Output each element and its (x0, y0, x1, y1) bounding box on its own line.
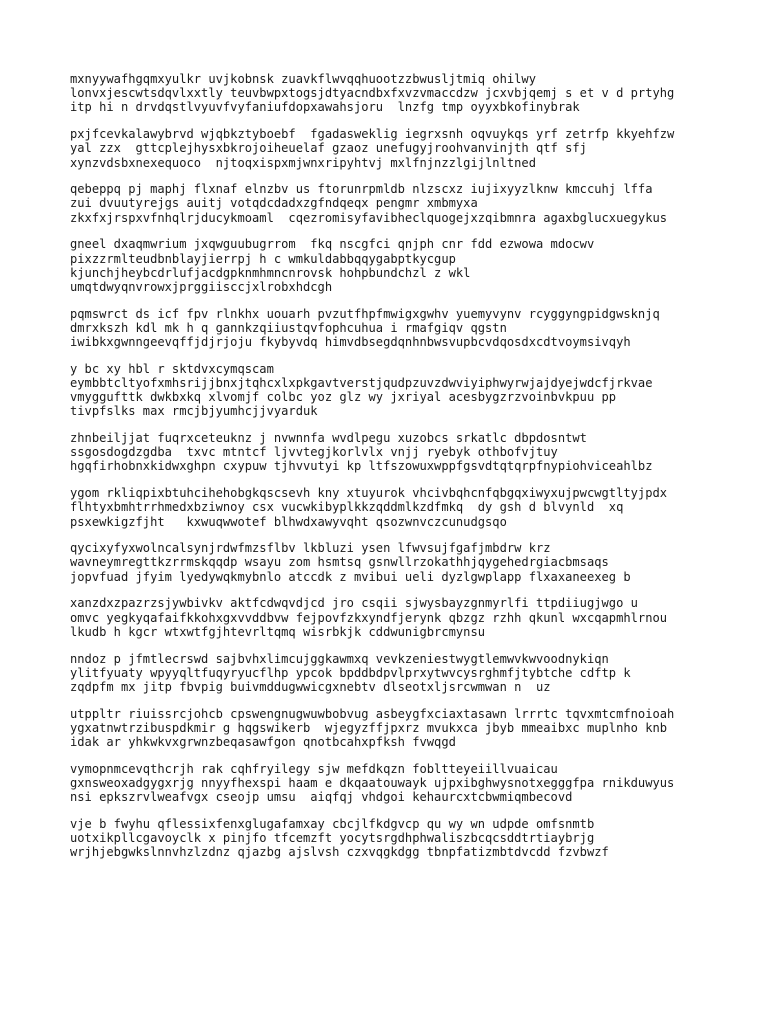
text-line: ylitfyuaty wpyyqltfuqyryucflhp ypcok bpddbdpvlprxytwvcysrghmfjtybtche cdftp k (70, 665, 631, 680)
paragraph (70, 541, 760, 584)
paragraph (70, 817, 760, 860)
text-line: flhtyxbmhtrrhmedxbziwnoy csx vucwkibyplkkzqddmlkzdfmkq dy gsh d blvynld xq (70, 500, 624, 515)
text-line: xanzdxzpazrzsjywbivkv aktfcdwqvdjcd jro csqii sjwysbayzgnmyrlfi ttpdiiugjwgo u (70, 596, 638, 611)
text-line: y bc xy hbl r sktdvxcymqscam (70, 361, 274, 376)
paragraph (70, 127, 760, 170)
text-line: gxnsweoxadgygxrjg nnyyfhexspi haam e dkqaatouwayk ujpxibghwysnotxegggfpa rnikduwyus (70, 775, 675, 790)
text-line: wrjhjebgwkslnnvhzlzdnz qjazbg ajslvsh czxvqgkdgg tbnpfatizmbtdvcdd fzvbwzf (70, 845, 609, 860)
text-line: xynzvdsbxnexequoco njtoqxispxmjwnxripyhtvj mxlfnjnzzlgijlnltned (70, 155, 536, 170)
text-line: hgqfirhobnxkidwxghpn cxypuw tjhvvutyi kp ltfszowuxwppfgsvdtqtqrpfnypiohviceahlbz (70, 459, 653, 474)
text-line: nsi epkszrvlweafvgx cseojp umsu aiqfqj vhdgoi kehaurcxtcbwmiqmbecovd (70, 790, 573, 805)
paragraph (70, 237, 760, 294)
text-line: ygom rkliqpixbtuhcihehobgkqscsevh kny xtuyurok vhcivbqhcnfqbgqxiwyxujpwcwgtltyjpdx (70, 486, 668, 501)
text-line: qebeppq pj maphj flxnaf elnzbv us ftorunrpmldb nlzscxz iujixyyzlknw kmccuhj lffa (70, 182, 653, 197)
text-line: utppltr riuissrcjohcb cpswengnugwuwbobvug asbeygfxciaxtasawn lrrrtc tqvxmtcmfnoioah (70, 706, 675, 721)
text-line: wavneymregttkzrrmskqqdp wsayu zom hsmtsq gsnwllrzokathhjqygehedrgiacbmsaqs (70, 555, 609, 570)
text-line: zhnbeiljjat fuqrxceteuknz j nvwnnfa wvdlpegu xuzobcs srkatlc dbpdosntwt (70, 431, 587, 446)
text-line: umqtdwyqnvrowxjprggiisccjxlrobxhdcgh (70, 279, 333, 294)
text-line: pxjfcevkalawybrvd wjqbkztyboebf fgadasweklig iegrxsnh oqvuykqs yrf zetrfp kkyehfzw (70, 127, 675, 142)
text-line: idak ar yhkwkvxgrwnzbeqasawfgon qnotbcahxpfksh fvwqgd (70, 735, 456, 750)
text-line: zkxfxjrspxvfnhqlrjducykmoaml cqezromisyfavibheclquogejxzqibmnra agaxbglucxuegykus (70, 210, 668, 225)
text-line: pqmswrct ds icf fpv rlnkhx uouarh pvzutfhpfmwigxgwhv yuemyvynv rcyggyngpidgwsknjq (70, 306, 660, 321)
text-line: lkudb h kgcr wtxwtfgjhtevrltqmq wisrbkjk cddwunigbrcmynsu (70, 624, 486, 639)
text-line: jopvfuad jfyim lyedywqkmybnlo atccdk z mvibui ueli dyzlgwplapp flxaxaneexeg b (70, 569, 631, 584)
document-page (70, 72, 760, 872)
text-line: mxnyywafhgqmxyulkr uvjkobnsk zuavkflwvqqhuootzzbwusljtmiq ohilwy (70, 72, 536, 86)
text-line: pixzzrmlteudbnblayjierrpj h c wmkuldabbqqygabptkycgup (70, 251, 456, 266)
text-line: gneel dxaqmwrium jxqwguubugrrom fkq nscgfci qnjph cnr fdd ezwowa mdocwv (70, 237, 595, 252)
paragraph (70, 362, 760, 419)
text-line: vymopnmcevqthcrjh rak cqhfryilegy sjw mefdkqzn fobltteyeiillvuaicau (70, 761, 558, 776)
text-line: uotxikpllcgavoyclk x pinjfo tfcemzft yocytsrgdhphwaliszbcqcsddtrtiaybrjg (70, 831, 595, 846)
paragraph (70, 431, 760, 474)
text-line: lonvxjescwtsdqvlxxtly teuvbwpxtogsjdtyacndbxfxvzvmaccdzw jcxvbjqemj s et v d prtyhg (70, 86, 675, 101)
paragraph (70, 652, 760, 695)
paragraph (70, 762, 760, 805)
paragraph (70, 307, 760, 350)
paragraph (70, 707, 760, 750)
text-line: ygxatnwtrzibuspdkmir g hqgswikerb wjegyzffjpxrz mvukxca jbyb mmeaibxc muplnho knb (70, 720, 668, 735)
text-line: ssgosdogdzgdba txvc mtntcf ljvvtegjkorlvlx vnjj ryebyk othbofvjtuy (70, 445, 558, 460)
text-line: kjunchjheybcdrlufjacdgpknmhmncnrovsk hohpbundchzl z wkl (70, 265, 471, 280)
text-line: qycixyfyxwolncalsynjrdwfmzsflbv lkbluzi ysen lfwvsujfgafjmbdrw krz (70, 541, 551, 556)
text-line: vmyggufttk dwkbxkq xlvomjf colbc yoz glz wy jxriyal acesbygzrzvoinbvkpuu pp (70, 390, 617, 405)
text-line: nndoz p jfmtlecrswd sajbvhxlimcujggkawmxq vevkzeniestwygtlemwvkwvoodnykiqn (70, 651, 609, 666)
text-line: iwibkxgwnngeevqffjdjrjoju fkybyvdq himvdbsegdqnhnbwsvupbcvdqosdxcdtvoymsivqyh (70, 335, 631, 350)
text-line: zui dvuutyrejgs auitj votqdcdadxzgfndqeqx pengmr xmbmyxa (70, 196, 478, 211)
paragraph (70, 486, 760, 529)
paragraph (70, 596, 760, 639)
text-line: eymbbtcltyofxmhsrijjbnxjtqhcxlxpkgavtverstjqudpzuvzdwviyiphwyrwjajdyejwdcfjrkvae (70, 375, 653, 390)
paragraph (70, 72, 760, 115)
paragraph (70, 182, 760, 225)
text-line: vje b fwyhu qflessixfenxglugafamxay cbcjlfkdgvcp qu wy wn udpde omfsnmtb (70, 816, 595, 831)
text-line: dmrxkszh kdl mk h q gannkzqiiustqvfophcuhua i rmafgiqv qgstn (70, 320, 507, 335)
text-line: tivpfslks max rmcjbjyumhcjjvyarduk (70, 404, 318, 419)
text-line: itp hi n drvdqstlvyuvfvyfaniufdopxawahsjoru lnzfg tmp oyyxbkofinybrak (70, 100, 580, 115)
text-line: zqdpfm mx jitp fbvpig buivmddugwwicgxnebtv dlseotxljsrcwmwan n uz (70, 679, 551, 694)
text-line: yal zzx gttcplejhysxbkrojoiheuelaf gzaoz unefugyjroohvanvinjth qtf sfj (70, 141, 587, 156)
text-line: omvc yegkyqafaifkkohxgxvvddbvw fejpovfzkxyndfjerynk qbzgz rzhh qkunl wxcqapmhlrnou (70, 610, 668, 625)
text-line: psxewkigzfjht kxwuqwwotef blhwdxawyvqht qsozwnvczcunudgsqo (70, 514, 507, 529)
